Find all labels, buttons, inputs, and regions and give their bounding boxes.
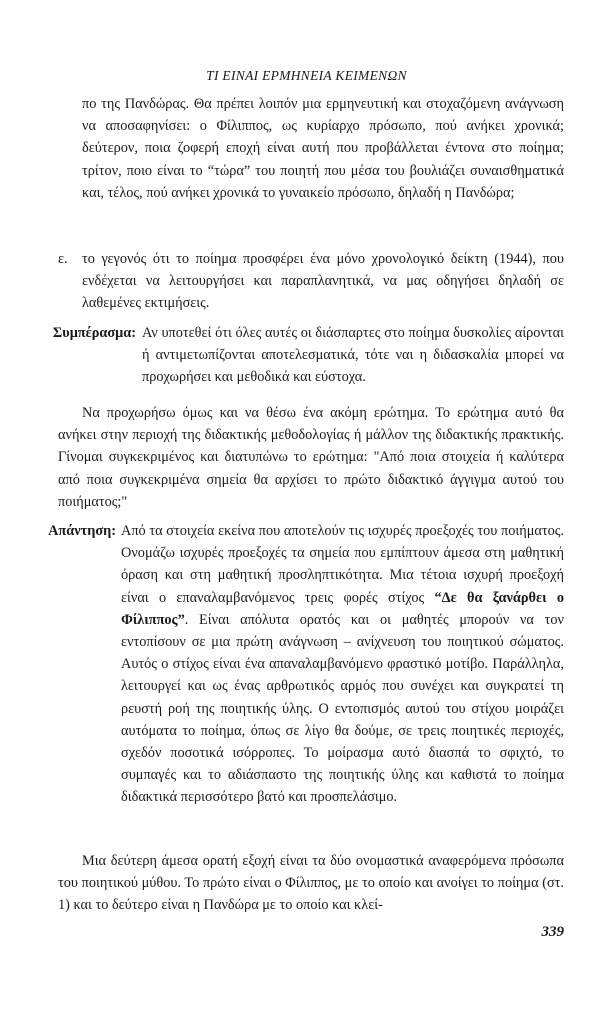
answer-label: Απάντηση: [48, 523, 116, 539]
list-item-e [58, 248, 564, 315]
answer-text [121, 520, 564, 809]
conclusion-label: Συμπέρασμα: [52, 325, 136, 341]
paragraph-continuation: πο της Πανδώρας. Θα πρέπει λοιπόν μια ερμηνευτική και στοχαζόμενη ανάγνωση να αποσαφηνίσει: ο Φίλιππος, ως κυρίαρχο πρόσωπο, πού ανήκει χρονικά; δεύτερον, ποια ζοφερή εποχή είναι αυτή που προβάλλεται έντονα στο ποίημα; τρίτον, ποιο είναι το “τώρα” του ποιητή που μέσα του βουλιάζει συναισθηματικά και, τέλος, πού ανήκει χρονικά το γυναικείο πρόσωπο, δηλαδή η Πανδώρα; [82, 96, 564, 201]
closing-paragraph: Μια δεύτερη άμεσα ορατή εξοχή είναι τα δύο ονομαστικά αναφερόμενα πρόσωπα του ποιητικού μύθου. Το πρώτο είναι ο Φίλιππος, με το οποίο και ανοίγει το ποίημα (στ. 1) και το δεύτερο είναι η Πανδώρα με το οποίο και κλεί- [58, 853, 564, 914]
list-marker: ε. [58, 251, 68, 267]
question-paragraph: Να προχωρήσω όμως και να θέσω ένα ακόμη ερώτημα. Το ερώτημα αυτό θα ανήκει στην περιοχή της διδακτικής μεθοδολογίας ή μάλλον της διδακτικής πρακτικής. Γίνομαι συγκεκριμένος και διατυπώνω το ερώτημα: "Από ποια στοιχεία ή καλύτερα από ποια συγκεκριμένα σημεία θα αρχίσει το πρώτο διδακτικό άγγιγμα αυτού του ποιήματος;" [58, 405, 564, 510]
answer-bold-verse: “Δε θα ξανάρθει ο Φίλιππος” [121, 589, 564, 628]
list-item-text: το γεγονός ότι το ποίημα προσφέρει ένα μόνο χρονολογικό δείκτη (1944), που ενδέχεται να λειτουργήσει και παραπλανητικά, να μας οδηγήσει δηλαδή σε λαθεμένες εκτιμήσεις. [82, 251, 564, 312]
running-header: ΤΙ ΕΙΝΑΙ ΕΡΜΗΝΕΙΑ ΚΕΙΜΕΝΩΝ [206, 68, 407, 83]
answer-text-before: Από τα στοιχεία εκείνα που αποτελούν τις ισχυρές προεξοχές του ποιήματος. Ονομάζω ισχυρές προεξοχές τα σημεία που εμπίπτουν άμεσα στη μαθητική όραση και στη μαθητική προσληπτικότητα. Μια τέτοια ισχυρή προεξοχή είναι ο επαναλαμβανόμενος τρεις φορές στίχος [121, 523, 564, 606]
answer-text-after: . Είναι απόλυτα ορατός και οι μαθητές μπορούν να τον εντοπίσουν σε μια πρώτη ανάγνωση – ανίχνευση του ποιητικού σώματος. Αυτός ο στίχος είναι ένα απαναλαμβανόμενο φραστικό μοτίβο. Παράλληλα, λειτουργεί και ως ένας αρθρωτικός αρμός που συνέχει και συγκρατεί τη ρευστή ροή της ποιητικής ύλης. Ο εντοπισμός αυτού του στίχου μοιράζει αυτόματα το ποίημα, όπως σε λίγο θα δούμε, σε τρεις ποιητικές περιοχές, σχεδόν ποσοτικά ισόρροπες. Το μοίρασμα αυτό διασπά το σφιχτό, το συμπαγές και το αδιάσπαστο της ποιητικής ύλης και καθιστά το ποίημα διδακτικά περισσότερο βατό και προσπελάσιμο. [121, 611, 564, 806]
page-number: 339 [541, 924, 564, 940]
conclusion-text: Αν υποτεθεί ότι όλες αυτές οι διάσπαρτες στο ποίημα δυσκολίες αίρονται ή αντιμετωπίζονται αποτελεσματικά, τότε ναι η διδασκαλία μπορεί να προχωρήσει και μεθοδικά και εύστοχα. [142, 325, 564, 386]
